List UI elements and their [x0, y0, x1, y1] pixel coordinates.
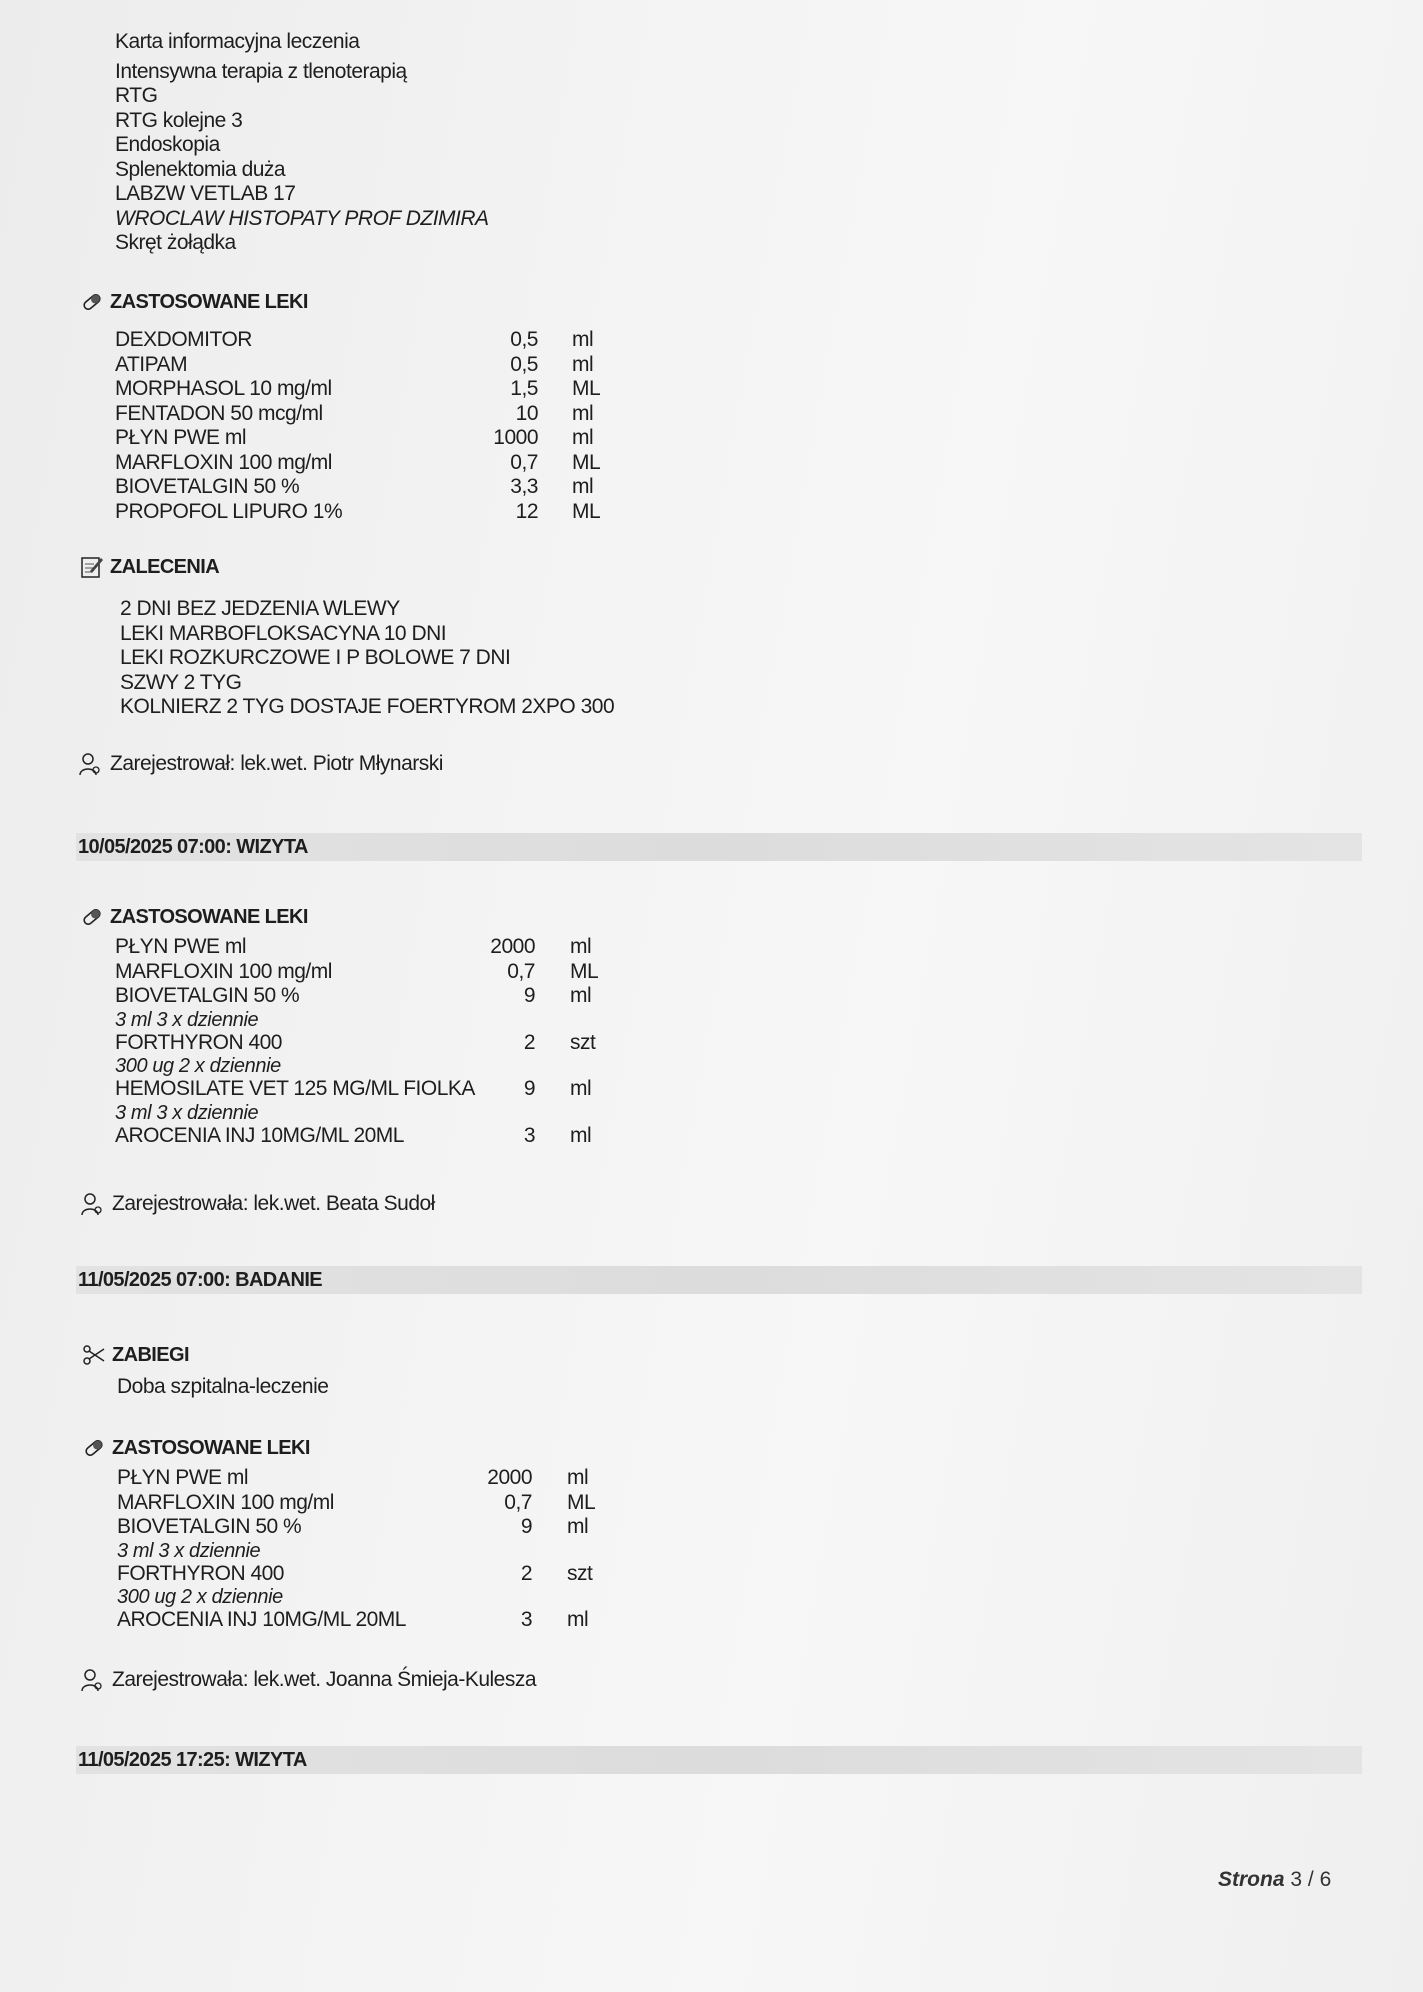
- med-row: [115, 353, 635, 378]
- med-name: BIOVETALGIN 50 %: [115, 475, 300, 498]
- med-qty: 9: [523, 1077, 535, 1100]
- med-name: MARFLOXIN 100 mg/ml: [117, 1490, 334, 1514]
- procedures-heading: [82, 1343, 189, 1367]
- med-dosage-note: 3 ml 3 x dziennie: [117, 1539, 261, 1562]
- visit2-registered-text: Zarejestrowała: lek.wet. Joanna Śmieja-Kulesza: [112, 1668, 537, 1691]
- med-qty: 12: [515, 499, 538, 523]
- med-unit: ml: [570, 1123, 592, 1147]
- visit2-meds-list: [117, 1466, 637, 1633]
- med-qty: 10: [515, 401, 538, 425]
- med-name: BIOVETALGIN 50 %: [115, 984, 300, 1007]
- text-line: KOLNIERZ 2 TYG DOSTAJE FOERTYROM 2XPO 300: [120, 695, 615, 718]
- doctor-icon: [78, 752, 102, 776]
- header-lines: [115, 30, 489, 256]
- med-name: FORTHYRON 400: [115, 1030, 282, 1054]
- med-row: [115, 1031, 635, 1056]
- doctor-icon: [80, 1192, 104, 1216]
- text-line: LEKI ROZKURCZOWE I P BOLOWE 7 DNI: [120, 646, 511, 669]
- med-qty: 2000: [487, 1466, 532, 1489]
- visit1-registered-text: Zarejestrowała: lek.wet. Beata Sudoł: [112, 1192, 435, 1215]
- section1-registered-text: Zarejestrował: lek.wet. Piotr Młynarski: [110, 752, 443, 775]
- med-name: PŁYN PWE ml: [115, 426, 247, 449]
- med-qty: 9: [523, 984, 535, 1007]
- med-row: [115, 935, 635, 960]
- med-name: ATIPAM: [115, 352, 188, 376]
- med-unit: ml: [567, 1466, 589, 1489]
- med-qty: 3,3: [510, 475, 538, 498]
- med-qty: 1000: [493, 426, 538, 449]
- page-total: 6: [1319, 1868, 1332, 1891]
- med-name: PŁYN PWE ml: [115, 935, 247, 958]
- procedures-title: ZABIEGI: [112, 1343, 189, 1366]
- med-qty: 1,5: [510, 377, 538, 400]
- procedures-list: [117, 1375, 328, 1400]
- med-unit: ml: [572, 475, 594, 498]
- med-unit: ml: [572, 426, 594, 449]
- med-qty: 0,5: [510, 352, 538, 376]
- med-qty: 0,7: [507, 959, 535, 983]
- med-row: [115, 475, 635, 500]
- med-name: PŁYN PWE ml: [117, 1466, 249, 1489]
- med-unit: ml: [570, 935, 592, 958]
- section1-meds-title: ZASTOSOWANE LEKI: [110, 290, 308, 313]
- med-qty: 0,5: [510, 328, 538, 351]
- visit1-meds-list: [115, 935, 635, 1148]
- med-name: MORPHASOL 10 mg/ml: [115, 377, 332, 400]
- med-row: [115, 402, 635, 427]
- med-name: MARFLOXIN 100 mg/ml: [115, 450, 332, 474]
- med-name: DEXDOMITOR: [115, 328, 252, 351]
- med-unit: ML: [572, 377, 601, 400]
- visit2-meds-heading: [82, 1436, 310, 1460]
- med-row: [117, 1515, 637, 1540]
- text-line: Skręt żołądka: [115, 231, 236, 254]
- med-row: [115, 1077, 635, 1102]
- section1-meds-heading: [80, 290, 308, 314]
- med-unit: ML: [572, 499, 601, 523]
- text-line: Splenektomia duża: [115, 157, 286, 181]
- med-row: [115, 960, 635, 985]
- med-name: FORTHYRON 400: [117, 1561, 284, 1585]
- visit1-header: 10/05/2025 07:00: WIZYTA: [76, 833, 1362, 861]
- med-name: MARFLOXIN 100 mg/ml: [115, 959, 332, 983]
- section1-meds-list: [115, 328, 635, 524]
- med-unit: ml: [572, 352, 594, 376]
- med-row: [115, 984, 635, 1009]
- med-row: [117, 1491, 637, 1516]
- med-qty: 3: [523, 1123, 535, 1147]
- text-line: Intensywna terapia z tlenoterapią: [115, 59, 407, 83]
- med-qty: 2: [523, 1030, 535, 1054]
- text-line: WROCLAW HISTOPATY PROF DZIMIRA: [115, 206, 489, 230]
- med-unit: ML: [567, 1490, 596, 1514]
- recommendations-title: ZALECENIA: [110, 555, 220, 578]
- recommendations-heading: [80, 555, 219, 579]
- med-unit: ml: [570, 984, 592, 1007]
- med-dosage-note: 3 ml 3 x dziennie: [115, 1008, 259, 1031]
- page-label: Strona: [1218, 1868, 1285, 1891]
- page-separator: /: [1307, 1868, 1314, 1891]
- pill-icon: [80, 290, 104, 314]
- med-row: [117, 1562, 637, 1587]
- page-current: 3: [1290, 1868, 1303, 1891]
- med-dosage-note: 3 ml 3 x dziennie: [115, 1101, 259, 1124]
- med-unit: ML: [570, 959, 599, 983]
- med-unit: ml: [567, 1515, 589, 1538]
- med-unit: ml: [572, 328, 594, 351]
- med-dosage-note: 300 ug 2 x dziennie: [117, 1586, 283, 1608]
- doctor-icon: [80, 1668, 104, 1692]
- med-row: [115, 500, 635, 525]
- med-row: [115, 1124, 635, 1149]
- med-qty: 2000: [490, 935, 535, 958]
- med-qty: 3: [520, 1608, 532, 1631]
- med-row: [115, 426, 635, 451]
- med-name: FENTADON 50 mcg/ml: [115, 401, 323, 425]
- med-name: AROCENIA INJ 10MG/ML 20ML: [115, 1123, 404, 1147]
- med-name: BIOVETALGIN 50 %: [117, 1515, 302, 1538]
- text-line: SZWY 2 TYG: [120, 670, 242, 694]
- med-qty: 9: [520, 1515, 532, 1538]
- med-qty: 0,7: [510, 450, 538, 474]
- text-line: Karta informacyjna leczenia: [115, 30, 360, 53]
- med-unit: ml: [567, 1608, 589, 1631]
- visit1-meds-title: ZASTOSOWANE LEKI: [110, 905, 308, 928]
- med-row: [115, 328, 635, 353]
- med-name: AROCENIA INJ 10MG/ML 20ML: [117, 1608, 406, 1631]
- text-line: Doba szpitalna-leczenie: [117, 1375, 329, 1398]
- med-unit: szt: [567, 1561, 593, 1585]
- scissors-icon: [82, 1343, 106, 1367]
- recommendations-list: [120, 597, 614, 720]
- visit2-registered: [80, 1668, 536, 1692]
- text-line: Endoskopia: [115, 133, 220, 156]
- med-row: [117, 1466, 637, 1491]
- med-qty: 2: [520, 1561, 532, 1585]
- text-line: RTG: [115, 84, 158, 107]
- notepad-pencil-icon: [80, 555, 104, 579]
- page-number: [1218, 1868, 1331, 1892]
- section1-registered: [78, 752, 443, 776]
- med-row: [115, 451, 635, 476]
- med-qty: 0,7: [504, 1490, 532, 1514]
- med-unit: ML: [572, 450, 601, 474]
- med-row: [117, 1608, 637, 1633]
- med-name: HEMOSILATE VET 125 MG/ML FIOLKA: [115, 1077, 475, 1100]
- text-line: LEKI MARBOFLOKSACYNA 10 DNI: [120, 621, 447, 645]
- text-line: LABZW VETLAB 17: [115, 182, 296, 205]
- med-row: [115, 377, 635, 402]
- med-name: PROPOFOL LIPURO 1%: [115, 499, 343, 523]
- pill-icon: [82, 1436, 106, 1460]
- med-unit: szt: [570, 1030, 596, 1054]
- med-unit: ml: [570, 1077, 592, 1100]
- text-line: 2 DNI BEZ JEDZENIA WLEWY: [120, 597, 400, 620]
- pill-icon: [80, 905, 104, 929]
- med-dosage-note: 300 ug 2 x dziennie: [115, 1055, 281, 1077]
- visit2-header: 11/05/2025 07:00: BADANIE: [76, 1266, 1362, 1294]
- visit1-registered: [80, 1192, 435, 1216]
- visit3-header: 11/05/2025 17:25: WIZYTA: [76, 1746, 1362, 1774]
- visit1-meds-heading: [80, 905, 308, 929]
- text-line: RTG kolejne 3: [115, 108, 243, 132]
- med-unit: ml: [572, 401, 594, 425]
- visit2-meds-title: ZASTOSOWANE LEKI: [112, 1436, 310, 1459]
